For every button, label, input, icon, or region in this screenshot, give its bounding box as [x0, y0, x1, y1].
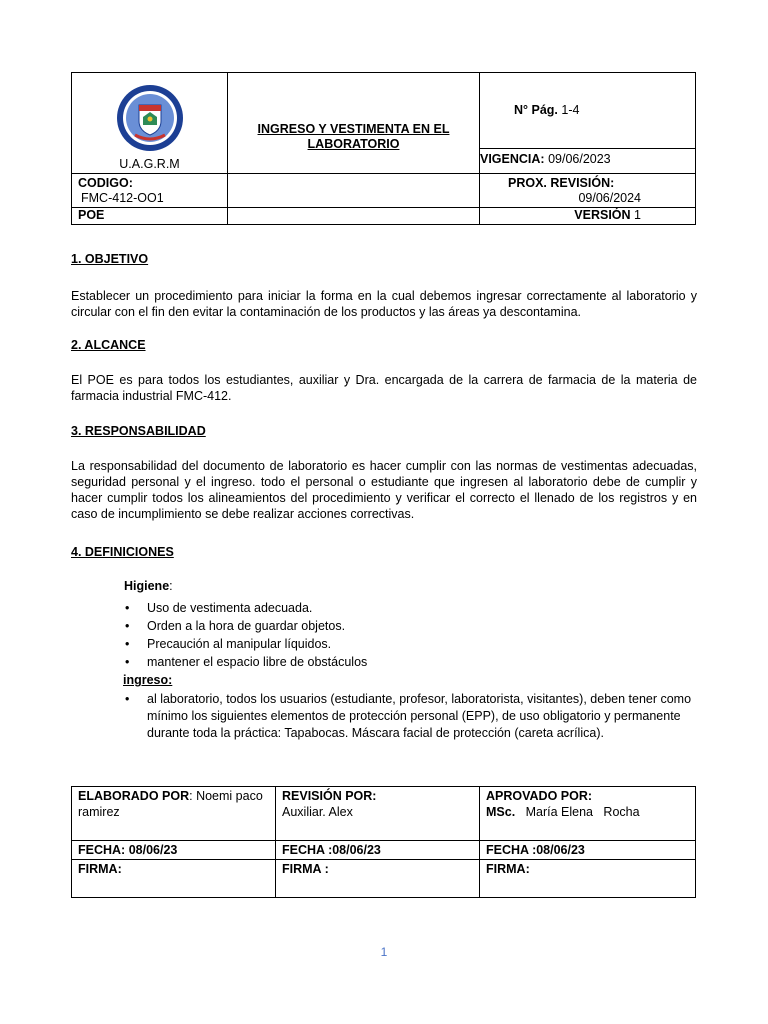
list-item-text: Uso de vestimenta adecuada. [147, 601, 313, 615]
responsabilidad-text: La responsabilidad del documento de laboratorio es hacer cumplir con las normas de vestimentas adecuadas, seguridad personal y el ingreso. todo el personal o estudiante que ingresen al laboratorio debe de cumplir y hacer cumplir todos los alineamientos del procedimiento y verificar el correcto el llenado de los registros y en caso de incumplimiento se debe realizar acciones correctivas. [71, 459, 697, 521]
fecha-revision: FECHA :08/06/23 [276, 841, 480, 860]
header-table [71, 72, 696, 225]
aprobado-cell [480, 787, 696, 841]
fecha-elaborado: FECHA: 08/06/23 [72, 841, 276, 860]
objetivo-text: Establecer un procedimiento para iniciar la forma en la cual debemos ingresar correctamente al laboratorio y circular con el fin den evitar la contaminación de los productos y las áreas ya descontamina. [71, 289, 697, 319]
list-item [123, 653, 697, 671]
empty-cell-2 [228, 208, 480, 225]
bullet: • [125, 692, 130, 706]
firma-revision: FIRMA : [276, 860, 480, 898]
page-label: N° Pág. [514, 103, 558, 117]
objetivo-heading: 1. OBJETIVO [71, 252, 149, 266]
list-item [123, 617, 697, 635]
alcance-heading: 2. ALCANCE [71, 338, 146, 352]
prox-revision-label: PROX. REVISIÓN: [508, 176, 615, 190]
higiene-colon: : [169, 579, 173, 593]
fecha-aprobado: FECHA :08/06/23 [480, 841, 696, 860]
empty-cell [228, 174, 480, 208]
bullet: • [125, 637, 130, 651]
title-cell [228, 73, 480, 174]
prox-revision-value: 09/06/2024 [578, 191, 641, 205]
codigo-cell [72, 174, 228, 208]
bullet: • [125, 601, 130, 615]
approvals-table [71, 786, 696, 898]
section-responsabilidad [71, 424, 697, 522]
vigencia-label: VIGENCIA: [480, 152, 545, 166]
university-seal-icon [115, 83, 185, 153]
elaborado-cell [72, 787, 276, 841]
higiene-title [124, 577, 697, 595]
list-item-text: Precaución al manipular líquidos. [147, 637, 332, 651]
vigencia-value: 09/06/2023 [548, 152, 611, 166]
aprobado-prefix: MSc. [486, 805, 516, 819]
document-title: INGRESO Y VESTIMENTA EN EL LABORATORIO [257, 122, 450, 151]
aprobado-value: María Elena Rocha [525, 805, 640, 819]
ingreso-list [71, 691, 697, 742]
revision-value: Auxiliar. Alex [282, 805, 353, 819]
vigencia-cell [480, 149, 696, 174]
logo-cell [72, 73, 228, 174]
firma-aprobado: FIRMA: [480, 860, 696, 898]
elaborado-value: : Noemi paco ramirez [78, 789, 263, 819]
prox-revision-cell [480, 174, 696, 208]
page-number: 1 [380, 945, 388, 959]
revision-label: REVISIÓN POR: [282, 789, 377, 803]
aprobado-label: APROVADO POR: [486, 789, 593, 803]
list-item-text: al laboratorio, todos los usuarios (estudiante, profesor, laboratorista, visitantes), deben tener como mínimo los siguientes elementos de protección personal (EPP), de uso obligatorio y permanente durante toda la práctica: Tapabocas. Máscara facial de protección (careta acrílica). [147, 692, 692, 740]
section-alcance [71, 338, 697, 404]
higiene-list [71, 599, 697, 671]
elaborado-label: ELABORADO POR [78, 789, 190, 803]
bullet: • [125, 619, 130, 633]
codigo-value: FMC-412-OO1 [81, 191, 164, 205]
list-item-text: Orden a la hora de guardar objetos. [147, 619, 346, 633]
list-item [123, 691, 697, 742]
definiciones-heading: 4. DEFINICIONES [71, 545, 174, 559]
responsabilidad-heading: 3. RESPONSABILIDAD [71, 424, 206, 438]
version-cell [480, 208, 696, 225]
section-objetivo [71, 252, 697, 320]
codigo-label: CODIGO: [78, 176, 133, 190]
version-label: VERSIÓN [574, 208, 631, 222]
list-item-text: mantener el espacio libre de obstáculos [147, 655, 368, 669]
aprobado-line [486, 804, 689, 820]
higiene-label: Higiene [124, 579, 170, 593]
section-definiciones [71, 545, 697, 742]
poe-cell: POE [72, 208, 228, 225]
list-item [123, 635, 697, 653]
page-value: 1-4 [561, 103, 580, 117]
revision-cell [276, 787, 480, 841]
firma-elaborado: FIRMA: [72, 860, 276, 898]
alcance-text: El POE es para todos los estudiantes, auxiliar y Dra. encargada de la carrera de farmacia de la materia de farmacia industrial FMC-412. [71, 373, 697, 403]
higiene-block [71, 577, 697, 595]
university-name: U.A.G.R.M [119, 157, 180, 171]
page-count-cell [480, 73, 696, 149]
ingreso-label: ingreso: [123, 673, 173, 687]
list-item [123, 599, 697, 617]
bullet: • [125, 655, 130, 669]
version-value: 1 [634, 208, 641, 222]
